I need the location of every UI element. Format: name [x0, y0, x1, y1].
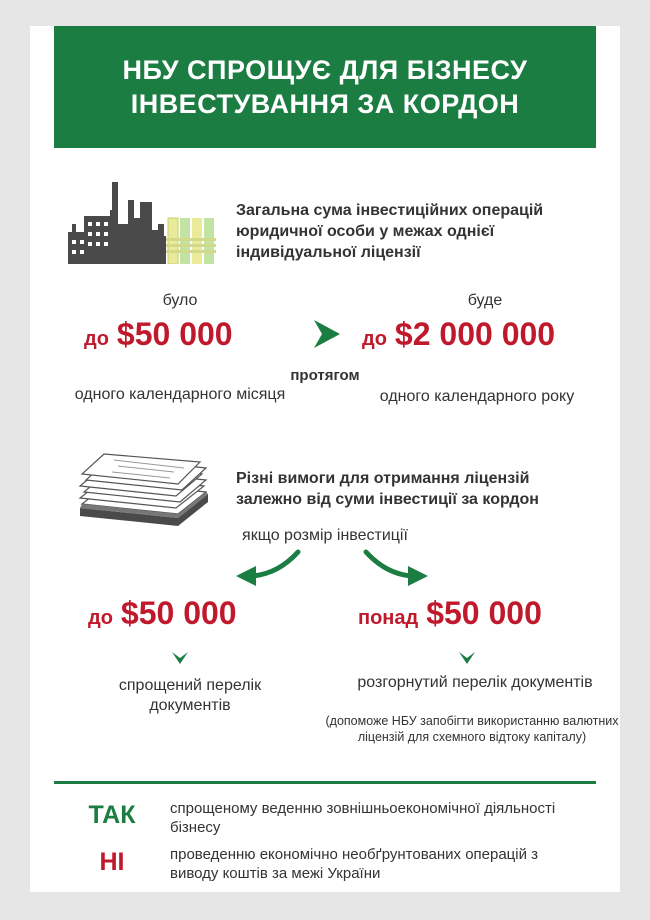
year-label: одного календарного року: [379, 388, 575, 405]
will-label: буде: [467, 292, 503, 309]
simplified-list-label: спрощений перелік документів: [118, 677, 262, 714]
during-label: протягом: [290, 367, 360, 384]
expanded-list-label: розгорнутий перелік документів: [357, 674, 593, 691]
month-label: одного календарного місяця: [74, 386, 286, 403]
right-value: $50 000: [426, 595, 542, 631]
was-amount: [84, 316, 233, 353]
factory-icon: [66, 180, 220, 264]
chevron-right-icon: [312, 318, 342, 350]
expanded-list-note: (допоможе НБУ запобігти використанню валютних ліцензій для схемного відтоку капіталу): [325, 714, 619, 744]
section1-title: Загальна сума інвестиційних операцій юридичної особи у межах однієї індивідуальної ліцензії: [236, 202, 544, 261]
chevron-down-icon: [171, 651, 189, 665]
right-amount: [358, 595, 542, 632]
will-amount: [362, 316, 555, 353]
if-size-label: якщо розмір інвестиції: [242, 527, 408, 544]
curved-arrow-left-icon: [226, 548, 308, 588]
left-value: $50 000: [120, 595, 237, 631]
left-prefix: до: [88, 607, 113, 629]
was-value: $50 000: [116, 316, 233, 352]
yes-text: спрощеному веденню зовнішньоекономічної діяльності бізнесу: [170, 800, 556, 836]
was-label: було: [162, 292, 198, 309]
no-text: проведенню економічно необґрунтованих операцій з виводу коштів за межі України: [170, 846, 539, 882]
title-banner: [54, 26, 596, 148]
left-amount: [88, 595, 237, 632]
section2-title: Різні вимоги для отримання ліцензій залежно від суми інвестиції за кордон: [236, 470, 539, 508]
curved-arrow-right-icon: [356, 548, 438, 588]
yes-label: ТАК: [88, 801, 136, 829]
no-label: НІ: [99, 848, 125, 876]
will-value: $2 000 000: [394, 316, 556, 352]
right-prefix: понад: [358, 607, 419, 629]
section-divider: [54, 781, 596, 784]
chevron-down-icon: [458, 651, 476, 665]
will-prefix: до: [362, 328, 387, 350]
title-line-1: НБУ СПРОЩУЄ ДЛЯ БІЗНЕСУ: [122, 55, 528, 85]
was-prefix: до: [84, 328, 109, 350]
title-line-2: ІНВЕСТУВАННЯ ЗА КОРДОН: [130, 89, 520, 119]
documents-stack-icon: [74, 452, 214, 528]
